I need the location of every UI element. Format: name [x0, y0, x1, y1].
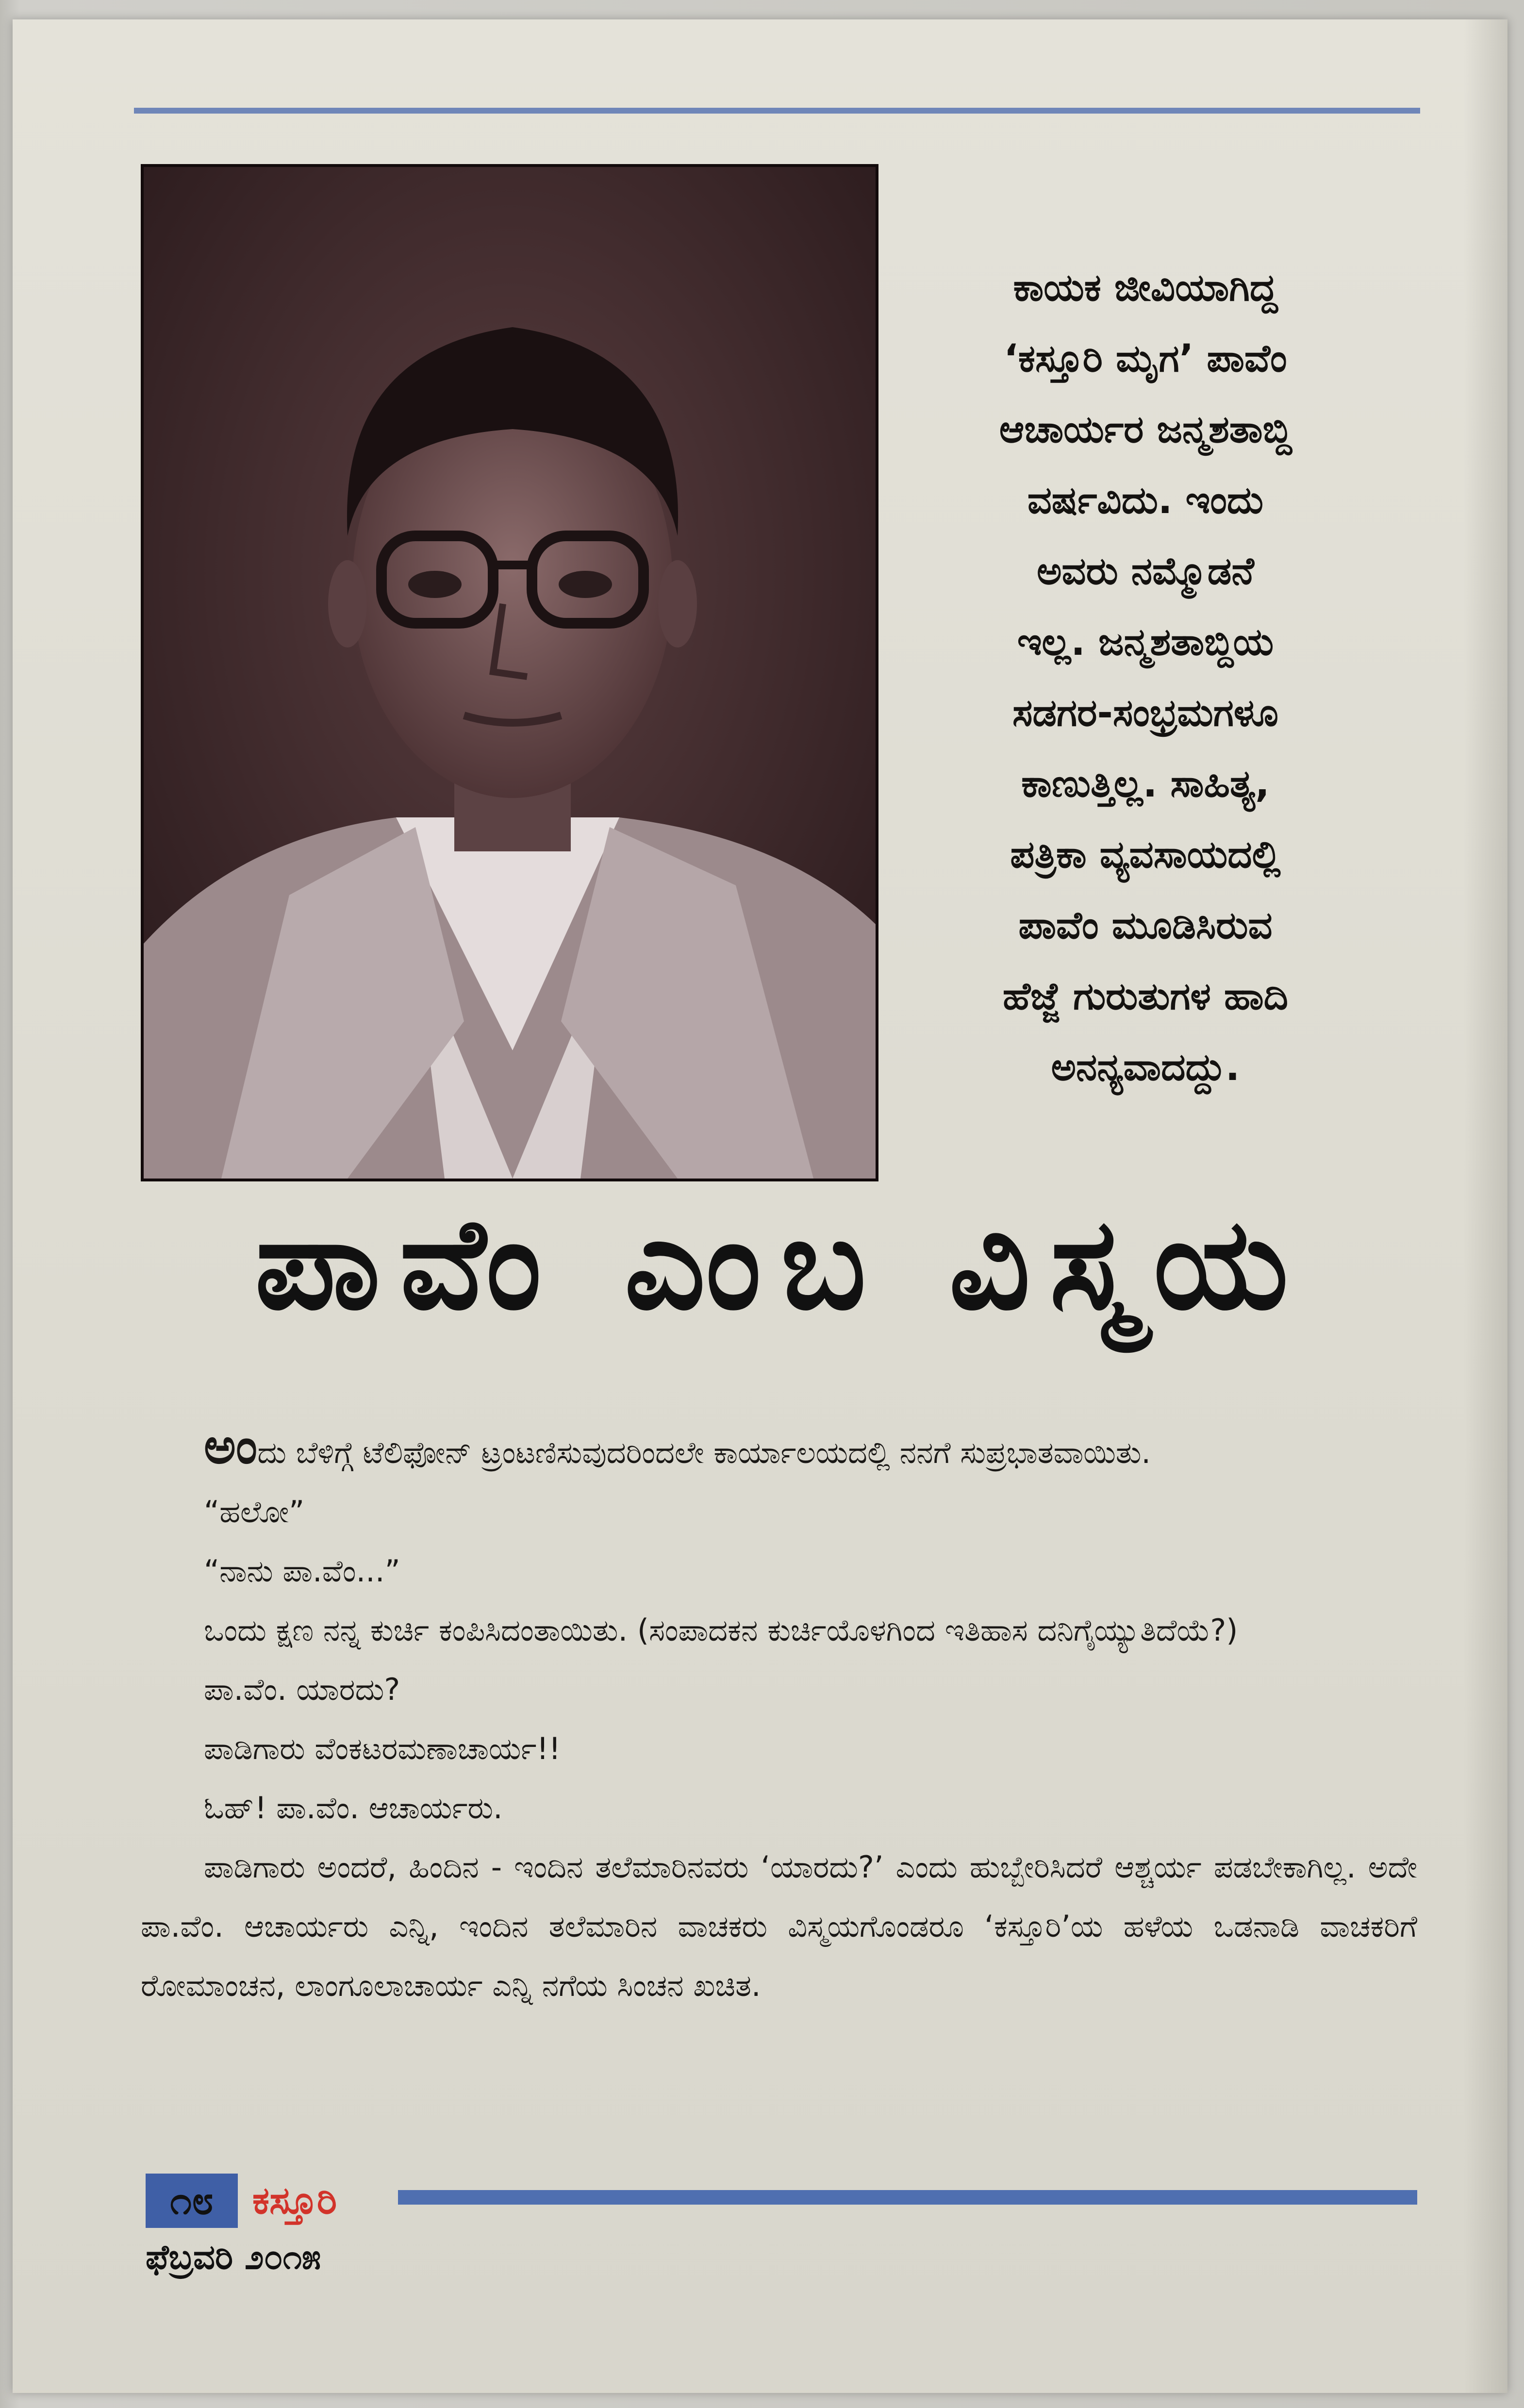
article-body — [141, 1418, 1417, 2015]
drop-cap: ಅಂ — [204, 1418, 258, 1475]
intro-line: ಪತ್ರಿಕಾ ವ್ಯವಸಾಯದಲ್ಲಿ — [1010, 833, 1281, 877]
intro-line: ಇಲ್ಲ. ಜನ್ಮಶತಾಬ್ದಿಯ — [1017, 620, 1274, 664]
body-paragraph — [141, 1418, 1417, 1482]
issue-date: ಫೆಬ್ರವರಿ ೨೦೧೫ — [146, 2237, 321, 2277]
intro-line: ವರ್ಷವಿದು. ಇಂದು — [1027, 479, 1264, 522]
article-headline: ಪಾವೆಂ ಎಂಬ ವಿಸ್ಮಯ — [255, 1191, 1308, 1338]
body-paragraph: ಪಾಡಿಗಾರು ಅಂದರೆ, ಹಿಂದಿನ - ಇಂದಿನ ತಲೆಮಾರಿನವರು ‘ಯಾರದು?’ ಎಂದು ಹುಬ್ಬೇರಿಸಿದರೆ ಆಶ್ಚರ್ಯ ಪಡಬೇಕಾಗಿಲ್ಲ. ಅದೇ ಪಾ.ವೆಂ. ಆಚಾರ್ಯರು ಎನ್ನಿ, ಇಂದಿನ ತಲೆಮಾರಿನ ವಾಚಕರು ವಿಸ್ಮಯಗೊಂಡರೂ ‘ಕಸ್ತೂರಿ’ಯ ಹಳೆಯ ಒಡನಾಡಿ ವಾಚಕರಿಗೆ ರೋಮಾಂಚನ, ಲಾಂಗೂಲಾಚಾರ್ಯ ಎನ್ನಿ ನಗೆಯ ಸಿಂಚನ ಖಚಿತ. — [141, 1849, 1417, 2003]
intro-blurb — [898, 252, 1393, 1103]
body-paragraph: “ಹಲೋ” — [204, 1494, 305, 1529]
body-paragraph: “ನಾನು ಪಾ.ವೆಂ...” — [204, 1553, 400, 1589]
intro-line: ಹೆಜ್ಜೆ ಗುರುತುಗಳ ಹಾದಿ — [1002, 975, 1289, 1018]
body-paragraph: ಪಾ.ವೆಂ. ಯಾರದು? — [204, 1672, 400, 1707]
intro-line: ಕಾಣುತ್ತಿಲ್ಲ. ಸಾಹಿತ್ಯ, — [1021, 762, 1270, 806]
body-paragraph: ಪಾಡಿಗಾರು ವೆಂಕಟರಮಣಾಚಾರ್ಯ!! — [204, 1731, 561, 1766]
intro-line: ‘ಕಸ್ತೂರಿ ಮೃಗ’ ಪಾವೆಂ — [1004, 337, 1287, 381]
body-paragraph: ಓಹ್! ಪಾ.ವೆಂ. ಆಚಾರ್ಯರು. — [204, 1790, 503, 1826]
intro-line: ಪಾವೆಂ ಮೂಡಿಸಿರುವ — [1018, 904, 1273, 947]
intro-line: ಅವರು ನಮ್ಮೊಡನೆ — [1037, 549, 1254, 593]
body-paragraph: ಒಂದು ಕ್ಷಣ ನನ್ನ ಕುರ್ಚಿ ಕಂಪಿಸಿದಂತಾಯಿತು. (ಸಂಪಾದಕನ ಕುರ್ಚಿಯೊಳಗಿಂದ ಇತಿಹಾಸ ದನಿಗೈಯ್ಯುತಿದೆಯೆ?) — [204, 1612, 1238, 1648]
author-portrait-photo — [141, 164, 878, 1181]
paragraph-text: ದು ಬೆಳಿಗ್ಗೆ ಟೆಲಿಫೋನ್ ಟ್ರಂಟಣಿಸುವುದರಿಂದಲೇ ಕಾರ್ಯಾಲಯದಲ್ಲಿ ನನಗೆ ಸುಪ್ರಭಾತವಾಯಿತು. — [257, 1435, 1151, 1470]
intro-line: ಕಾಯಕ ಜೀವಿಯಾಗಿದ್ದ — [1013, 266, 1278, 310]
magazine-name: ಕಸ್ತೂರಿ — [252, 2179, 337, 2223]
top-rule — [134, 108, 1420, 114]
intro-line: ಆಚಾರ್ಯರ ಜನ್ಮಶತಾಬ್ದಿ — [999, 408, 1292, 451]
portrait-illustration — [144, 167, 876, 1179]
intro-line: ಅನನ್ಯವಾದದ್ದು. — [1051, 1046, 1240, 1089]
page-number-badge: ೧೮ — [146, 2174, 238, 2228]
intro-line: ಸಡಗರ-ಸಂಭ್ರಮಗಳೂ — [1012, 691, 1279, 735]
page-fold-shadow — [1464, 19, 1507, 2393]
footer-rule — [398, 2190, 1417, 2205]
